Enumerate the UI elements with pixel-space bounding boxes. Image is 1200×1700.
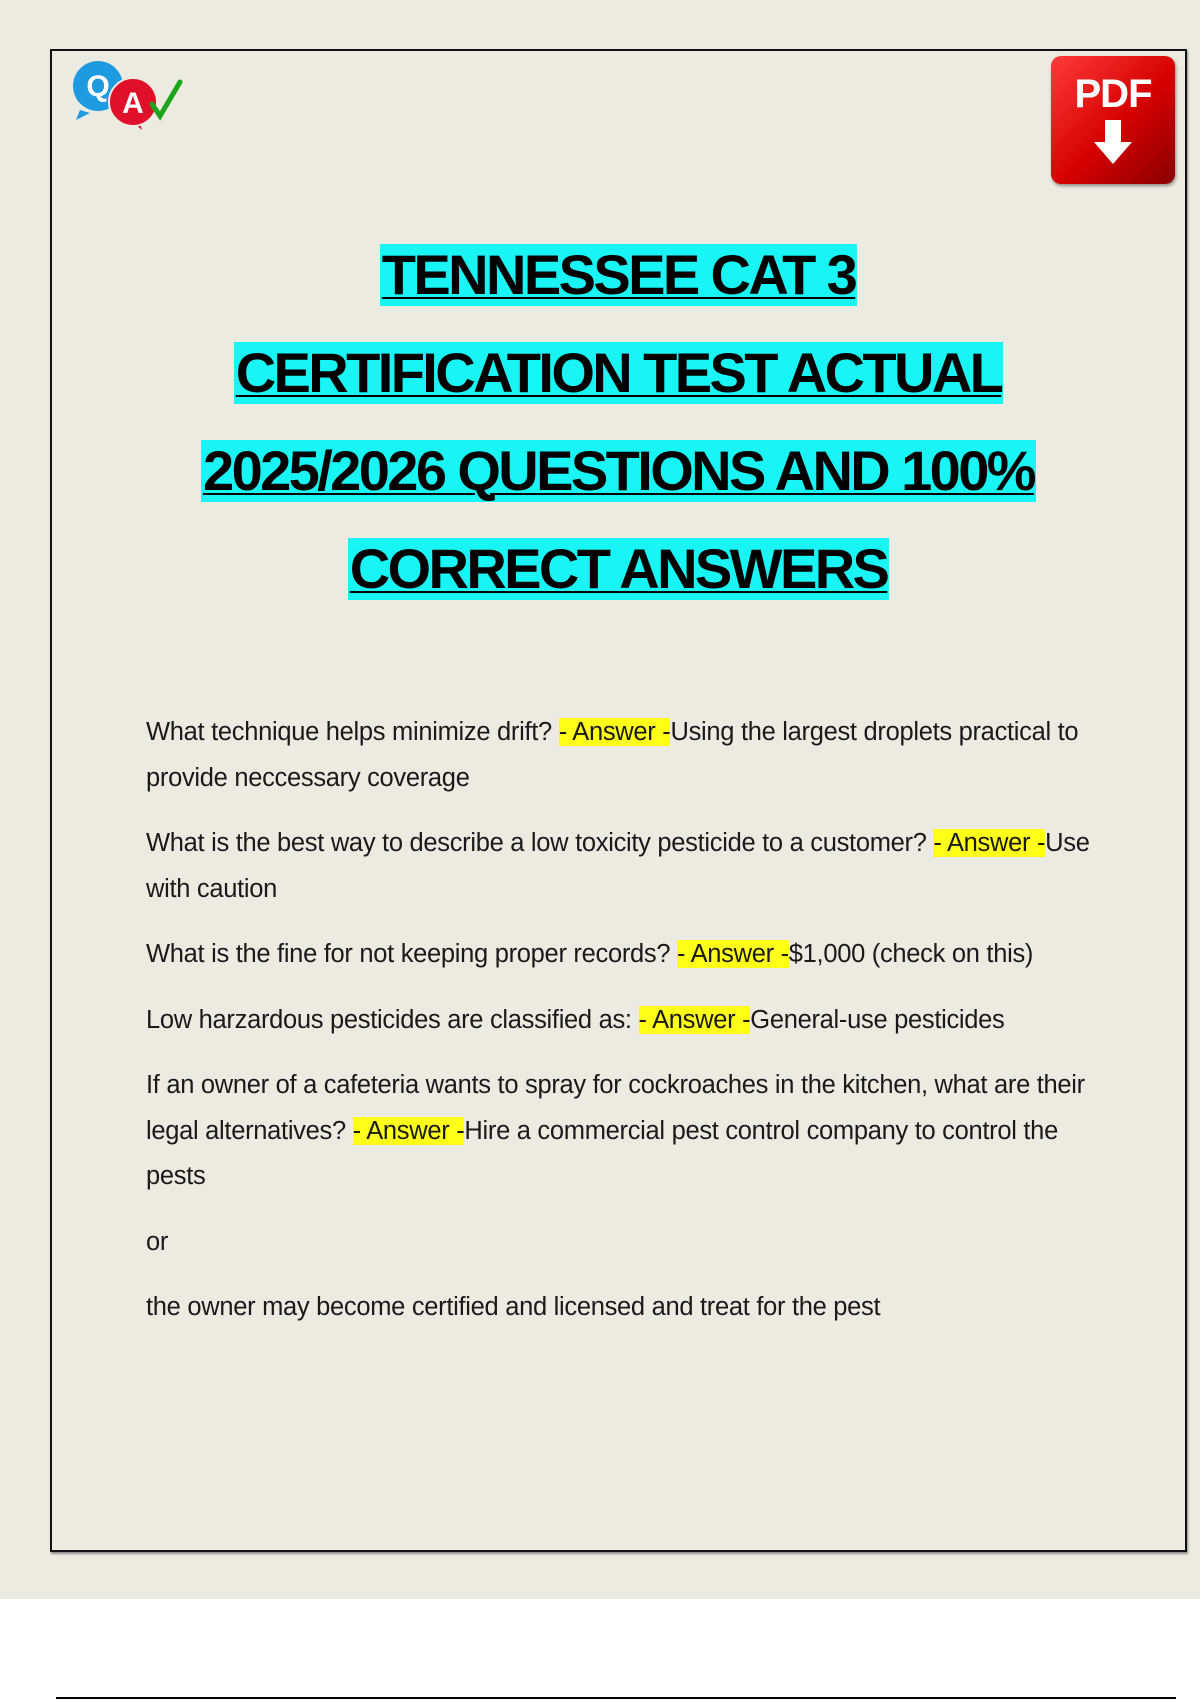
answer: Hire a commercial pest control company to control the pests: [146, 1116, 1058, 1190]
svg-text:A: A: [122, 87, 144, 120]
document-title: [50, 244, 1187, 636]
svg-text:Q: Q: [86, 70, 110, 103]
question: What is the best way to describe a low toxicity pesticide to a customer?: [146, 829, 934, 857]
question: What is the fine for not keeping proper records?: [146, 940, 678, 968]
answer: Using the largest droplets practical to provide neccessary coverage: [146, 718, 1079, 792]
answer-label: - Answer -: [558, 718, 671, 746]
title-line: CERTIFICATION TEST ACTUAL: [235, 341, 1002, 404]
qa-item: [146, 932, 1106, 978]
qa-logo-icon: [70, 58, 195, 130]
title-line: TENNESSEE CAT 3: [381, 243, 856, 306]
answer: Use with caution: [146, 829, 1090, 903]
question: Low harzardous pesticides are classified as:: [146, 1005, 639, 1034]
arrow-down-icon: [1088, 118, 1138, 168]
page-separator: [56, 1697, 1176, 1699]
question: What technique helps minimize drift?: [146, 718, 559, 746]
pdf-label: PDF: [1074, 72, 1152, 116]
answer-continuation: the owner may become certified and licensed and treat for the pest: [146, 1293, 881, 1321]
qa-list: [146, 710, 1106, 1351]
qa-item: [146, 1063, 1106, 1200]
answer-continuation: or: [146, 1227, 169, 1256]
qa-item: [146, 821, 1106, 912]
answer-label: - Answer -: [638, 1005, 751, 1034]
pdf-download-icon[interactable]: [1051, 56, 1175, 184]
title-line: 2025/2026 QUESTIONS AND 100%: [203, 439, 1034, 502]
answer-label: - Answer -: [677, 940, 789, 968]
answer-label: - Answer -: [352, 1116, 465, 1145]
qa-item: [146, 710, 1106, 801]
title-line: CORRECT ANSWERS: [349, 537, 888, 600]
answer: General-use pesticides: [750, 1005, 1005, 1034]
qa-item: [146, 998, 1106, 1044]
answer: $1,000 (check on this): [788, 940, 1034, 968]
question: If an owner of a cafeteria wants to spray for cockroaches in the kitchen, what are their legal alternatives?: [146, 1071, 1085, 1145]
answer-label: - Answer -: [933, 829, 1046, 857]
